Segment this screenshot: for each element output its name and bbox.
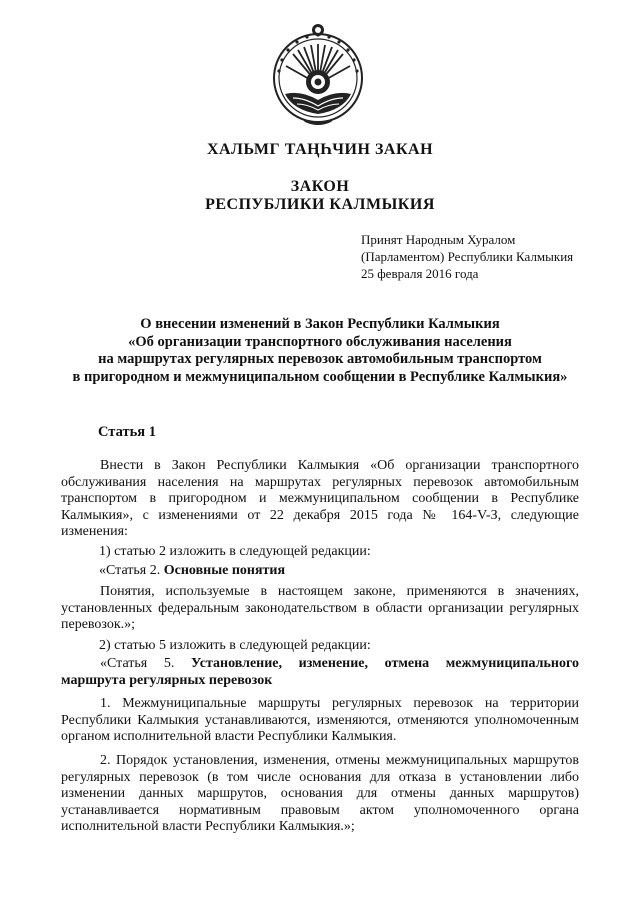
article-5-prefix: «Статья 5. xyxy=(100,656,191,671)
amendment-item-1: 1) статью 2 изложить в следующей редакции: xyxy=(99,544,371,559)
article-5-part-2: 2. Порядок установления, изменения, отмены межмуниципальных маршрутов регулярных перевозок (в том числе основания для отказа в установлении либо изменении данных маршрутов, основания для отмены данных маршрутов) устанавливается нормативным правовым актом уполномоченного органа исполнительной власти Республики Калмыкия.»; xyxy=(61,753,579,834)
adoption-note xyxy=(361,231,573,282)
amendment-item-2: 2) статью 5 изложить в следующей редакции: xyxy=(99,638,371,653)
adoption-line: (Парламентом) Республики Калмыкия xyxy=(361,249,574,264)
law-heading: ЗАКОН xyxy=(290,178,350,195)
article-intro: Внести в Закон Республики Калмыкия «Об организации транспортного обслуживания населения на маршрутах регулярных перевозок автомобильным транспортом в пригородном и межмуниципальном сообщении в Республике Калмыкия», с изменениями от 22 декабря 2015 года № 164-V-З, следующие изменения: xyxy=(61,458,579,539)
law-title xyxy=(40,316,600,386)
article-heading: Статья 1 xyxy=(98,424,156,440)
adoption-date: 25 февраля 2016 года xyxy=(361,266,479,281)
native-title: ХАЛЬМГ ТАҢҺЧИН ЗАКАН xyxy=(206,141,434,158)
law-title-line: на маршрутах регулярных перевозок автомобильным транспортом xyxy=(98,351,542,367)
republic-heading: РЕСПУБЛИКИ КАЛМЫКИЯ xyxy=(205,196,435,213)
article-5-title: Установление, изменение, отмена межмуниципального маршрута регулярных перевозок xyxy=(61,656,579,688)
article-2-text: Понятия, используемые в настоящем законе, применяются в значениях, установленных федеральным законодательством в области организации регулярных перевозок.»; xyxy=(61,584,579,632)
law-title-line: О внесении изменений в Закон Республики Калмыкия xyxy=(140,316,500,332)
article-5-heading xyxy=(61,656,579,689)
article-2-heading xyxy=(99,563,285,579)
law-title-line: «Об организации транспортного обслуживания населения xyxy=(128,333,512,350)
adoption-line: Принят Народным Хуралом xyxy=(361,232,516,247)
law-title-line: в пригородном и межмуниципальном сообщении в Республике Калмыкия» xyxy=(72,368,568,385)
kalmykia-coat-of-arms-icon xyxy=(271,22,365,128)
article-2-prefix: «Статья 2. xyxy=(99,563,164,578)
article-2-title: Основные понятия xyxy=(163,563,286,578)
article-5-part-1: 1. Межмуниципальные маршруты регулярных перевозок на территории Республики Калмыкия устанавливаются, изменяются, отменяются уполномоченным органом исполнительной власти Республики Калмыкия. xyxy=(61,696,579,744)
